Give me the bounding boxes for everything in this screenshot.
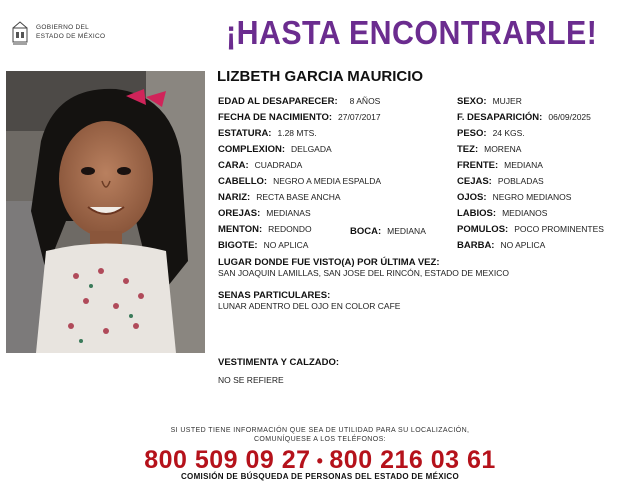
person-name: LIZBETH GARCIA MAURICIO	[217, 68, 424, 85]
field-lips: LABIOS: MEDIANOS	[457, 208, 548, 219]
field-ears: OREJAS: MEDIANAS	[218, 208, 311, 219]
clothing-label: VESTIMENTA Y CALZADO:	[218, 357, 340, 368]
field-eyes: OJOS: NEGRO MEDIANOS	[457, 192, 572, 203]
field-birthdate: FECHA DE NACIMIENTO: 27/07/2017	[218, 112, 381, 123]
field-mustache: BIGOTE: NO APLICA	[218, 240, 309, 251]
field-nose: NARIZ: RECTA BASE ANCHA	[218, 192, 341, 203]
phone-numbers	[0, 446, 640, 475]
government-logo	[10, 20, 120, 48]
field-age: EDAD AL DESAPARECER: 8 AÑOS	[218, 96, 381, 107]
commission-name: COMISIÓN DE BÚSQUEDA DE PERSONAS DEL ESTADO DE MÉXICO	[180, 472, 459, 481]
logo-text-line1: GOBIERNO DEL	[36, 24, 90, 31]
field-forehead: FRENTE: MEDIANA	[457, 160, 543, 171]
field-eyebrows: CEJAS: POBLADAS	[457, 176, 544, 187]
contact-note-line1: SI USTED TIENE INFORMACIÓN QUE SEA DE UTILIDAD PARA SU LOCALIZACIÓN,	[170, 427, 470, 434]
field-complexion: TEZ: MORENA	[457, 144, 522, 155]
page-title: ¡HASTA ENCONTRARLE!	[226, 14, 598, 51]
field-build: COMPLEXION: DELGADA	[218, 144, 332, 155]
field-weight: PESO: 24 KGS.	[457, 128, 525, 139]
field-face: CARA: CUADRADA	[218, 160, 303, 171]
phone-1[interactable]: 800 509 09 27	[144, 446, 311, 474]
last-seen-value: SAN JOAQUIN LAMILLAS, SAN JOSE DEL RINCÓN, ESTADO DE MEXICO	[218, 268, 509, 278]
marks-label: SENAS PARTICULARES:	[218, 290, 331, 301]
state-emblem-icon	[10, 20, 30, 46]
logo-text-line2: ESTADO DE MÉXICO	[36, 33, 106, 40]
field-chin: MENTON: REDONDO	[218, 224, 312, 235]
phone-separator: •	[316, 450, 324, 471]
field-sex: SEXO: MUJER	[457, 96, 522, 107]
person-photo	[6, 71, 205, 353]
field-beard: BARBA: NO APLICA	[457, 240, 546, 251]
last-seen-label: LUGAR DONDE FUE VISTO(A) POR ÚLTIMA VEZ:	[218, 257, 440, 268]
field-height: ESTATURA: 1.28 MTS.	[218, 128, 317, 139]
phone-2[interactable]: 800 216 03 61	[329, 446, 496, 474]
field-mouth: BOCA: MEDIANA	[350, 226, 426, 237]
clothing-value: NO SE REFIERE	[218, 375, 284, 385]
marks-value: LUNAR ADENTRO DEL OJO EN COLOR CAFE	[218, 301, 401, 311]
field-disappearance-date: F. DESAPARICIÓN: 06/09/2025	[457, 112, 591, 123]
field-cheekbones: POMULOS: POCO PROMINENTES	[457, 224, 604, 235]
contact-note-line2: COMUNÍQUESE A LOS TELÉFONOS:	[253, 436, 387, 443]
field-hair: CABELLO: NEGRO A MEDIA ESPALDA	[218, 176, 382, 187]
